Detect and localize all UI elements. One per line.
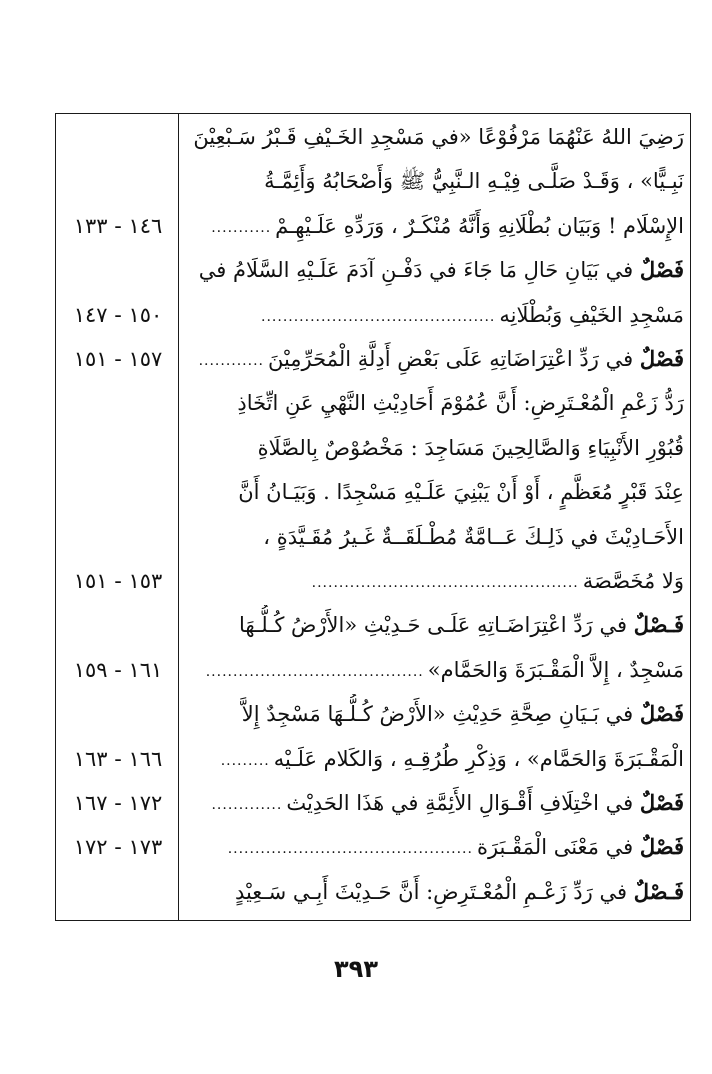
toc-entry-line xyxy=(184,428,684,468)
entry-text: مَسْجِدٌ ، إِلاَّ الْمَقْـبَرَةَ وَالحَمَّام» xyxy=(427,658,684,682)
toc-entry-line xyxy=(184,827,684,867)
entry-page-range: ١٥٠ - ١٤٧ xyxy=(73,303,163,327)
entry-text: في بَيَانِ حَالِ مَا جَاءَ في دَفْـنِ آدَمَ عَلَـيْهِ السَّلَامُ في xyxy=(198,258,634,282)
entry-page-range: ١٧٣ - ١٧٢ xyxy=(73,835,163,859)
toc-column-divider xyxy=(178,113,179,921)
entry-lead-word: فَصْلٌ xyxy=(639,834,684,859)
toc-entry-line xyxy=(184,339,684,379)
entry-text: في رَدِّ اعْتِرَاضَـاتِهِ عَلَـى حَـدِيْثِ «الأَرْضُ كُـلُّـهَا xyxy=(239,613,627,637)
toc-entry-line xyxy=(184,605,684,645)
entry-lead-word: فَصْلٌ xyxy=(639,346,684,371)
toc-entry-line xyxy=(184,739,684,779)
entry-text: في مَعْنَى الْمَقْـبَرَة xyxy=(476,835,634,859)
entry-page-range: ١٦١ - ١٥٩ xyxy=(73,658,163,682)
leader-dots: ............. xyxy=(211,796,283,813)
leader-dots: ........................................ xyxy=(205,663,424,680)
entry-text: الإِسْلَام ! وَبَيَان بُطْلَانِهِ وَأَنَّهُ مُنْكَـرٌ ، وَرَدِّهِ عَلَـيْهِـمْ xyxy=(275,214,684,238)
leader-dots: ................................................. xyxy=(311,574,579,591)
entry-text: في رَدِّ اعْتِرَاضَاتِهِ عَلَى بَعْضِ أَدِلَّةِ الْمُحَرِّمِيْنَ xyxy=(267,347,634,371)
entry-lead-word: فَصْلٌ xyxy=(639,257,684,282)
leader-dots: ............ xyxy=(198,352,264,369)
entry-page-range: ١٤٦ - ١٣٣ xyxy=(73,214,163,238)
toc-entry-line xyxy=(184,472,684,512)
entry-text: قُبُوْرِ الأَنْبِيَاءِ وَالصَّالِحِينَ مَسَاجِدَ : مَخْصُوْصٌ بِالصَّلَاةِ xyxy=(257,436,684,460)
entry-text: مَسْجِدِ الخَيْفِ وَبُطْلَانِه xyxy=(499,303,684,327)
toc-entry-line xyxy=(184,872,684,912)
toc-entry-line xyxy=(184,206,684,246)
entry-lead-word: فَـصْلٌ xyxy=(633,879,684,904)
entry-lead-word: فَصْلٌ xyxy=(639,790,684,815)
entry-text: الْمَقْـبَرَةَ وَالحَمَّام» ، وَذِكْرِ طُرُقِـهِ ، وَالكَلام عَلَـيْه xyxy=(273,747,684,771)
toc-entry-line xyxy=(184,250,684,290)
page-number: ٣٩٣ xyxy=(334,955,378,983)
entry-text: في بَـيَانِ صِحَّةِ حَدِيْثِ «الأَرْضُ كُـلُّـهَا مَسْجِدٌ إِلاَّ xyxy=(241,702,634,726)
leader-dots: ............................................. xyxy=(227,840,473,857)
toc-entry-line xyxy=(184,117,684,157)
entry-text: وَلا مُخَصَّصَة xyxy=(582,569,684,593)
toc-entry-line xyxy=(184,295,684,335)
entry-text: في رَدِّ زَعْـمِ الْمُعْـتَرِضِ: أَنَّ حَـدِيْثَ أَبِـي سَـعِيْدٍ xyxy=(234,880,627,904)
toc-entry-line xyxy=(184,650,684,690)
entry-page-range: ١٦٦ - ١٦٣ xyxy=(73,747,163,771)
entry-lead-word: فَصْلٌ xyxy=(639,701,684,726)
leader-dots: ........................................... xyxy=(261,308,496,325)
entry-text: في اخْتِلَافِ أَقْـوَالِ الأَئِمَّةِ في هَذَا الحَدِيْث xyxy=(286,791,634,815)
toc-entry-line xyxy=(184,561,684,601)
toc-entry-line xyxy=(184,161,684,201)
toc-entry-line xyxy=(184,694,684,734)
leader-dots: ........... xyxy=(211,219,272,236)
entry-text: الأَحَـادِيْثَ في ذَلِـكَ عَــامَّةٌ مُطْـلَقَــةٌ غَـيرُ مُقَـيَّدَةٍ ، xyxy=(263,525,684,549)
entry-text: رَضِيَ اللهُ عَنْهُمَا مَرْفُوْعًا «في مَسْجِدِ الخَـيْفِ قَـبْرُ سَـبْعِيْنَ xyxy=(193,125,684,149)
leader-dots: ......... xyxy=(220,752,270,769)
entry-text: عِنْدَ قَبْرٍ مُعَظَّمٍ ، أَوْ أَنْ يَبْنِيَ عَلَـيْهِ مَسْجِدًا . وَبَيَـانُ أَنَّ xyxy=(238,480,684,504)
entry-text: نَبِـيًّا» ، وَقَـدْ صَلَّـى فِيْـهِ الـنَّبِيُّ ﷺ وَأَصْحَابُهُ وَأَئِمَّـةُ xyxy=(264,169,684,193)
entry-text: رَدُّ زَعْمِ الْمُعْـتَرِضِ: أَنَّ عُمُوْمَ أَحَادِيْثِ النَّهْيِ عَنِ اتِّخَاذِ xyxy=(237,391,684,415)
entry-lead-word: فَـصْلٌ xyxy=(633,612,684,637)
entry-page-range: ١٥٧ - ١٥١ xyxy=(73,347,163,371)
entry-page-range: ١٧٢ - ١٦٧ xyxy=(73,791,163,815)
toc-entry-line xyxy=(184,517,684,557)
toc-entry-line xyxy=(184,783,684,823)
entry-page-range: ١٥٣ - ١٥١ xyxy=(73,569,163,593)
toc-entry-line xyxy=(184,383,684,423)
